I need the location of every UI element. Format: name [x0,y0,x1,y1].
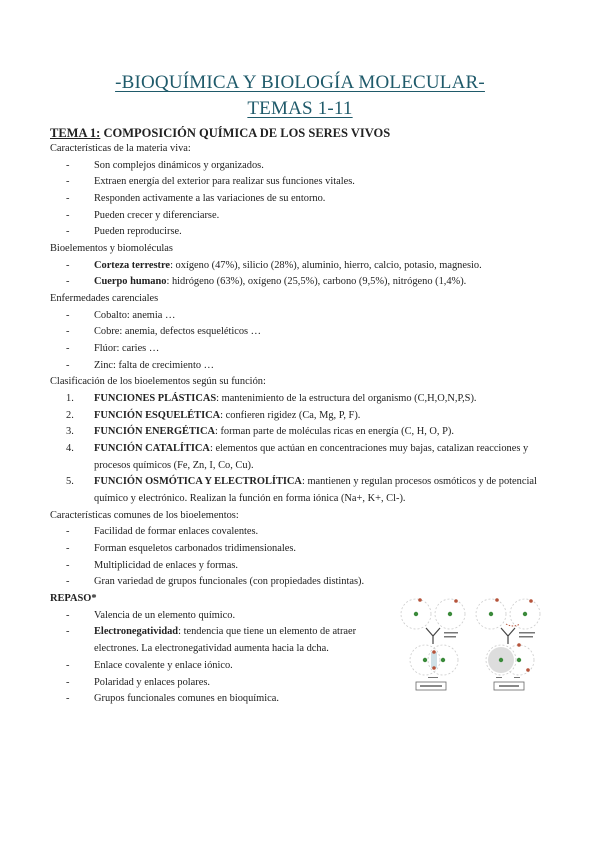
item-term: FUNCIÓN ESQUELÉTICA [94,409,221,421]
item-number: 3. [66,426,74,438]
item-text: : mantenimiento de la estructura del organismo (C,H,O,N,P,S). [216,393,477,405]
list-item [50,258,560,275]
document-title: -BIOQUÍMICA Y BIOLOGÍA MOLECULAR- [115,72,485,93]
list-item: - Multiplicidad de enlaces y formas. [50,558,560,575]
section-heading: Enfermedades carenciales [50,293,159,305]
item-term: Electronegatividad [94,626,179,638]
list-item: - Gran variedad de grupos funcionales (con propiedades distintas). [50,574,560,591]
section-heading: Bioelementos y biomoléculas [50,243,173,255]
item-text: : confieren rigidez (Ca, Mg, P, F). [220,409,361,421]
list-item: - Extraen energía del exterior para realizar sus funciones vitales. [50,174,560,191]
tema-heading [50,124,560,142]
list-item: - Forman esqueletos carbonados tridimensionales. [50,541,560,558]
item-term: FUNCIONES PLÁSTICAS [94,393,217,405]
list-item [50,441,560,474]
caracteristicas-list [50,158,560,241]
item-text: : tendencia que tiene un elemento de atraer electrones. La electronegatividad aumenta hacia la dcha. [94,626,357,655]
document-subtitle: TEMAS 1-11 [247,98,353,119]
list-item: - Pueden reproducirse. [50,224,560,241]
repaso-heading: REPASO* [50,593,97,605]
tema-label: TEMA 1: [50,126,101,140]
item-number: 4. [66,443,74,455]
list-item: - Valencia de un elemento químico. [50,608,364,625]
tema-title: COMPOSICIÓN QUÍMICA DE LOS SERES VIVOS [100,126,391,140]
item-term: FUNCIÓN CATALÍTICA [94,443,210,455]
bond-diagram-image [398,594,548,692]
list-item: - Responden activamente a las variaciones de su entorno. [50,191,560,208]
list-item: - Zinc: falta de crecimiento … [50,358,560,375]
list-item [50,424,560,441]
item-term: Corteza terrestre [94,259,171,271]
item-term: FUNCIÓN ENERGÉTICA [94,426,215,438]
item-number: 2. [66,409,74,421]
item-text: : hidrógeno (63%), oxígeno (25,5%), carbono (9,5%), nitrógeno (1,4%). [166,276,467,288]
list-item [50,274,560,291]
list-item: - Enlace covalente y enlace iónico. [50,658,364,675]
item-text: : oxígeno (47%), silicio (28%), aluminio, hierro, calcio, potasio, magnesio. [170,259,482,271]
list-item: - Flúor: caries … [50,341,560,358]
item-text: : mantienen y regulan procesos osmóticos y de potencial químico y electrónico. Realizan la función en forma iónica (Na+, K+, Cl-). [94,476,537,505]
comunes-list [50,524,560,591]
item-term: Cuerpo humano [94,276,167,288]
list-item: - Polaridad y enlaces polares. [50,675,364,692]
list-item [50,474,560,507]
list-item: - Cobre: anemia, defectos esqueléticos … [50,324,560,341]
item-number: 5. [66,476,74,488]
list-item [50,391,560,408]
item-text: : elementos que actúan en concentraciones muy bajas, catalizan reacciones y procesos químicos (Fe, Zn, I, Co, Cu). [94,443,529,471]
clasificacion-list [50,391,560,508]
section-heading: Características de la materia viva: [50,143,191,154]
list-item: - Pueden crecer y diferenciarse. [50,208,560,225]
bioelementos-list [50,258,560,291]
list-item [50,624,364,657]
section-heading: Características comunes de los bioelementos: [50,509,239,521]
list-item [50,408,560,425]
list-item: - Facilidad de formar enlaces covalentes. [50,524,560,541]
item-text: : forman parte de moléculas ricas en energía (C, H, O, P). [214,426,454,438]
item-term: FUNCIÓN OSMÓTICA Y ELECTROLÍTICA [94,476,302,488]
enfermedades-list [50,308,560,375]
list-item: - Grupos funcionales comunes en bioquímica. [50,691,364,708]
list-item: - Son complejos dinámicos y organizados. [50,158,560,175]
section-heading: Clasificación de los bioelementos según su función: [50,376,266,388]
list-item: - Cobalto: anemia … [50,308,560,325]
item-number: 1. [66,393,74,405]
